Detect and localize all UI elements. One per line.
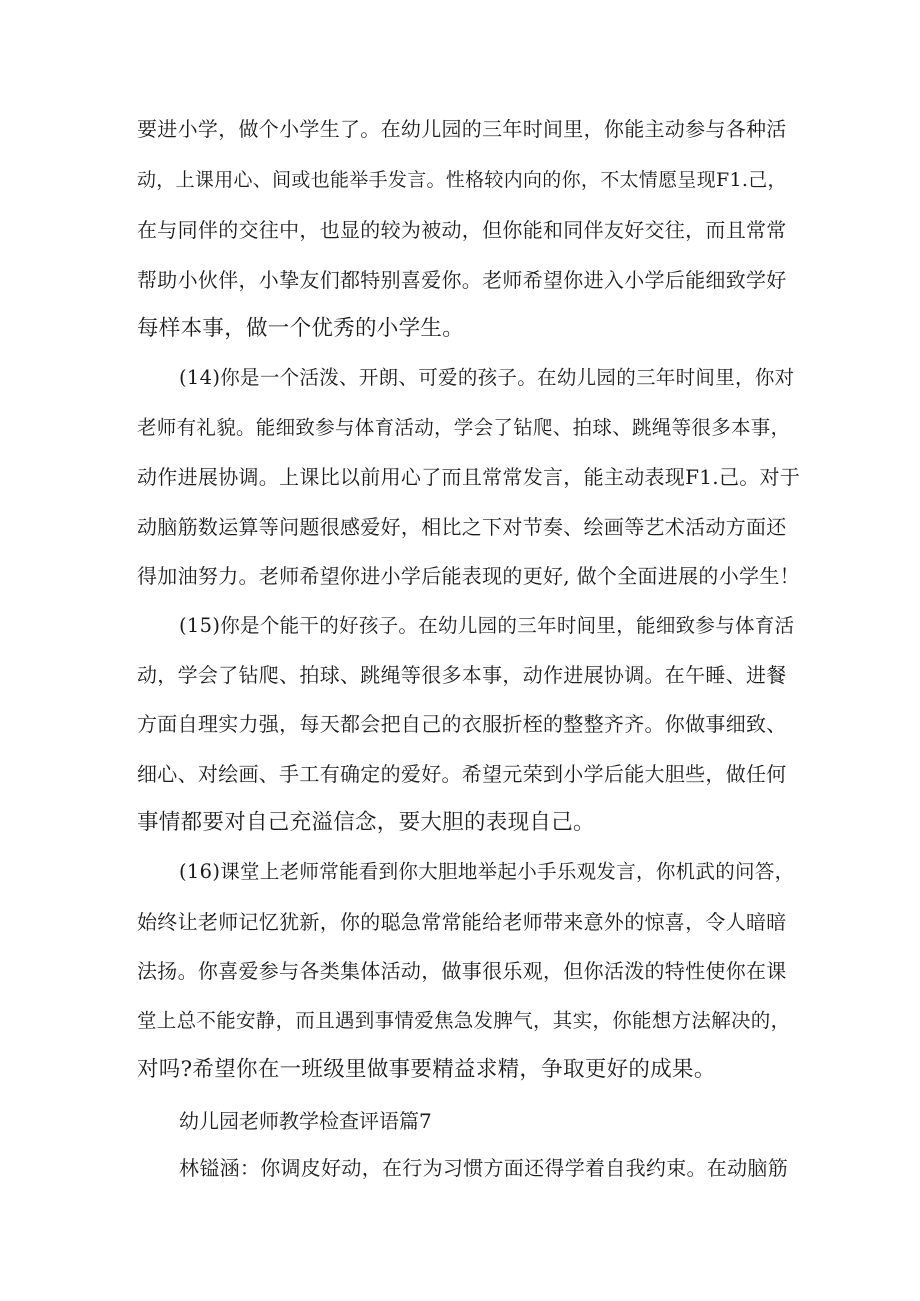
paragraph-line: 动脑筋数运算等问题很感爱好，相比之下对节奏、绘画等艺术活动方面还 [137, 515, 787, 539]
paragraph-line: 对吗?希望你在一班级里做事要精益求精，争取更好的成果。 [137, 1057, 716, 1082]
paragraph-line: 老师有礼貌。能细致参与体育活动，学会了钻爬、拍球、跳绳等很多本事， [137, 416, 791, 439]
paragraph-line: 要进小学，做个小学生了。在幼儿园的三年时间里，你能主动参与各种活 [137, 117, 787, 141]
paragraph-line: 事情都要对自己充溢信念，要大胆的表现自己。 [137, 810, 595, 835]
paragraph-line: 得加油努力。老师希望你进小学后能表现的更好, 做个全面进展的小学生！ [137, 564, 800, 588]
paragraph-line: 帮助小伙伴，小挚友们都特别喜爱你。老师希望你进入小学后能细致学好 [137, 268, 787, 292]
paragraph-line: (14)你是一个活泼、开朗、可爱的孩子。在幼儿园的三年时间里，你对 [179, 366, 795, 389]
paragraph-line: 法扬。你喜爱参与各类集体活动，做事很乐观，但你活泼的特性使你在课 [137, 959, 787, 983]
paragraph-line: 细心、对绘画、手工有确定的爱好。希望元荣到小学后能大胆些，做任何 [137, 762, 787, 786]
paragraph-line: (16)课堂上老师常能看到你大胆地举起小手乐观发言，你机武的问答， [179, 860, 795, 883]
paragraph-line: 堂上总不能安静，而且遇到事情爱焦急发脾气，其实，你能想方法解决的， [137, 1009, 791, 1032]
paragraph-line: 动，学会了钻爬、拍球、跳绳等很多本事，动作进展协调。在午睡、进餐 [137, 663, 787, 687]
paragraph-line: (15)你是个能干的好孩子。在幼儿园的三年时间里，能细致参与体育活 [179, 614, 795, 637]
section-heading: 幼儿园老师教学检查评语篇7 [179, 1109, 432, 1133]
paragraph-line: 方面自理实力强，每天都会把自己的衣服折桎的整整齐齐。你做事细致、 [137, 712, 787, 736]
paragraph-line: 林镒涵：你调皮好动，在行为习惯方面还得学着自我约束。在动脑筋 [179, 1156, 788, 1180]
paragraph-line: 在与同伴的交往中，也显的较为被动，但你能和同伴友好交往，而且常常 [137, 218, 787, 242]
paragraph-line: 动，上课用心、间或也能举手发言。性格较内向的你，不太情愿呈现F1.己， [137, 169, 787, 191]
paragraph-line: 每样本事，做一个优秀的小学生。 [137, 316, 465, 341]
paragraph-line: 动作进展协调。上课比以前用心了而且常常发言，能主动表现F1.己。对于 [137, 465, 801, 489]
paragraph-line: 始终让老师记忆犹新，你的聪急常常能给老师带来意外的惊喜，令人暗暗 [137, 910, 787, 934]
